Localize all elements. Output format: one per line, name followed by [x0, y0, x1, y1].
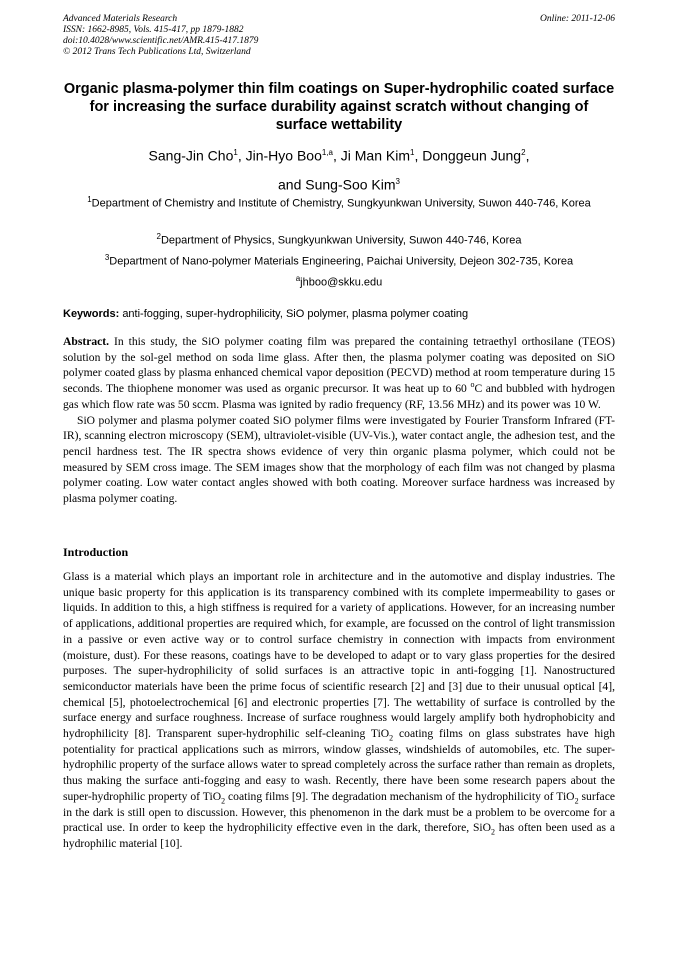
journal-name: Advanced Materials Research — [63, 14, 178, 24]
affiliation-2: $^2$Department of Physics, Sungkyunkwan University, Suwon 440-746, Korea — [156, 232, 522, 247]
doi-line: doi:10.4028/www.scientific.net/AMR.415-417.1879 — [63, 36, 259, 46]
online-date: Online: 2011-12-06 — [539, 14, 615, 24]
author-name: Jin-Hyo Boo — [245, 147, 322, 164]
introduction-paragraph: Glass is a material which plays an important role in architecture and in the automotive and display industries. The unique basic property for this application is its transparency combined with its complete impermeability to gases or liquids. In addition to this, a high stiffness is required for a variety of applications. However, for an increasing number of applications, additional properties are required which, for example, are focussed on the control of light transmission in a passive or even active way or to control surface chemistry in connection with impacts from environment (moisture, dust). For these reasons, coatings have to be developed to adapt or to vary glass properties for the desired purposes. The super-hydrophilicity of solid surfaces is an attractive topic in anti-fogging [1]. Nanostructured semiconductor materials have been the prime focus of scientific research [2] and [3] due to their unusual optical [4], chemical [5], photoelectrochemical [6] and electronic properties [7]. The wettability of surface is controlled by the surface energy and surface roughness. Increase of surface roughness would largely amplify both hydrophobicity and hydrophilicity [8]. Transparent super-hydrophilic self-cleaning TiO$_2$ coating films on glass substrates have high potentiality for practical applications such as mirrors, window glasses, windshields of automobiles, etc. The super-hydrophilic property of the surface allows water to spread completely across the surface rather than remain as droplets, thus making the surface anti-fogging and easy to wash. Recently, there have been some research papers about the super-hydrophilic property of TiO$_2$ coating films [9]. The degradation mechanism of the hydrophilicity of TiO$_2$ surface in the dark is still open to discussion. However, this phenomenon in the dark must be a problem to be overcome for a practical use. In order to keep the hydrophilicity effective even in the dark, therefore, SiO$_2$ has often been used as a hydrophilic material [10]. — [63, 570, 616, 850]
affiliation-3: $^3$Department of Nano-polymer Materials Engineering, Paichai University, Dejeon 302-735, Korea — [104, 253, 574, 268]
author-name: Sang-Jin Cho — [148, 147, 234, 164]
journal-header — [63, 14, 615, 58]
copyright-line: © 2012 Trans Tech Publications Ltd, Switzerland — [63, 47, 251, 57]
issn-line: ISSN: 1662-8985, Vols. 415-417, pp 1879-1882 — [63, 25, 244, 35]
author-list: Sang-Jin Cho$^1$, Jin-Hyo Boo$^{1,a}$, Ji Man Kim$^1$, Donggeun Jung$^2$, and Sung-Soo Kim$^3$ — [148, 147, 530, 193]
author-conjunction: and — [278, 176, 302, 193]
author-name: Donggeun Jung — [422, 147, 522, 164]
abstract-paragraph: Abstract. In this study, the SiO polymer coating film was prepared the containing tetraethyl orthosilane (TEOS) solution by the sol-gel method on soda lime glass. After then, the plasma polymer coating was deposited on SiO polymer coated glass by plasma enhanced chemical vapor deposition (PECVD) method at room temperature during 15 seconds. The thiophene monomer was used as organic precursor. It was heat up to 60 $^o$C and bubbled with hydrogen gas which flow rate was 50 sccm. Plasma was ignited by radio frequency (RF, 13.56 MHz) and its power was 10 W. — [63, 335, 615, 411]
paper-title: Organic plasma-polymer thin film coatings on Super-hydrophilic coated surface for increasing the surface durability against scratch without changing of surface wettability — [63, 81, 615, 133]
affiliation-1: $^1$Department of Chemistry and Institute of Chemistry, Sungkyunkwan University, Suwon 440-746, Korea — [87, 195, 591, 210]
author-name: Sung-Soo Kim — [305, 176, 396, 193]
keywords — [63, 307, 615, 321]
keywords-text: anti-fogging, super-hydrophilicity, SiO polymer, plasma polymer coating — [122, 308, 469, 320]
abstract-paragraph: SiO polymer and plasma polymer coated SiO polymer films were investigated by Fourier Transform Infrared (FT-IR), scanning electron microscopy (SEM), ultraviolet-visible (UV-Vis.), water contact angle, the adhesion test, and the pencil hardness test. The IR spectra shows evidence of very thin organic plasma polymer, which could not be measured by SEM cross image. The SEM images show that the morphology of each film was not changed by plasma polymer coating. Low water contact angles showed with both coating. Moreover surface hardness was increased by plasma polymer coating. — [63, 413, 615, 506]
author-email: $^a$jhboo@skku.edu — [295, 274, 383, 289]
keywords-label: Keywords: — [63, 308, 120, 320]
introduction-text — [63, 569, 615, 852]
abstract — [63, 334, 615, 507]
author-name: Ji Man Kim — [340, 147, 410, 164]
abstract-label: Abstract. — [63, 335, 110, 348]
section-heading: Introduction — [63, 545, 129, 559]
